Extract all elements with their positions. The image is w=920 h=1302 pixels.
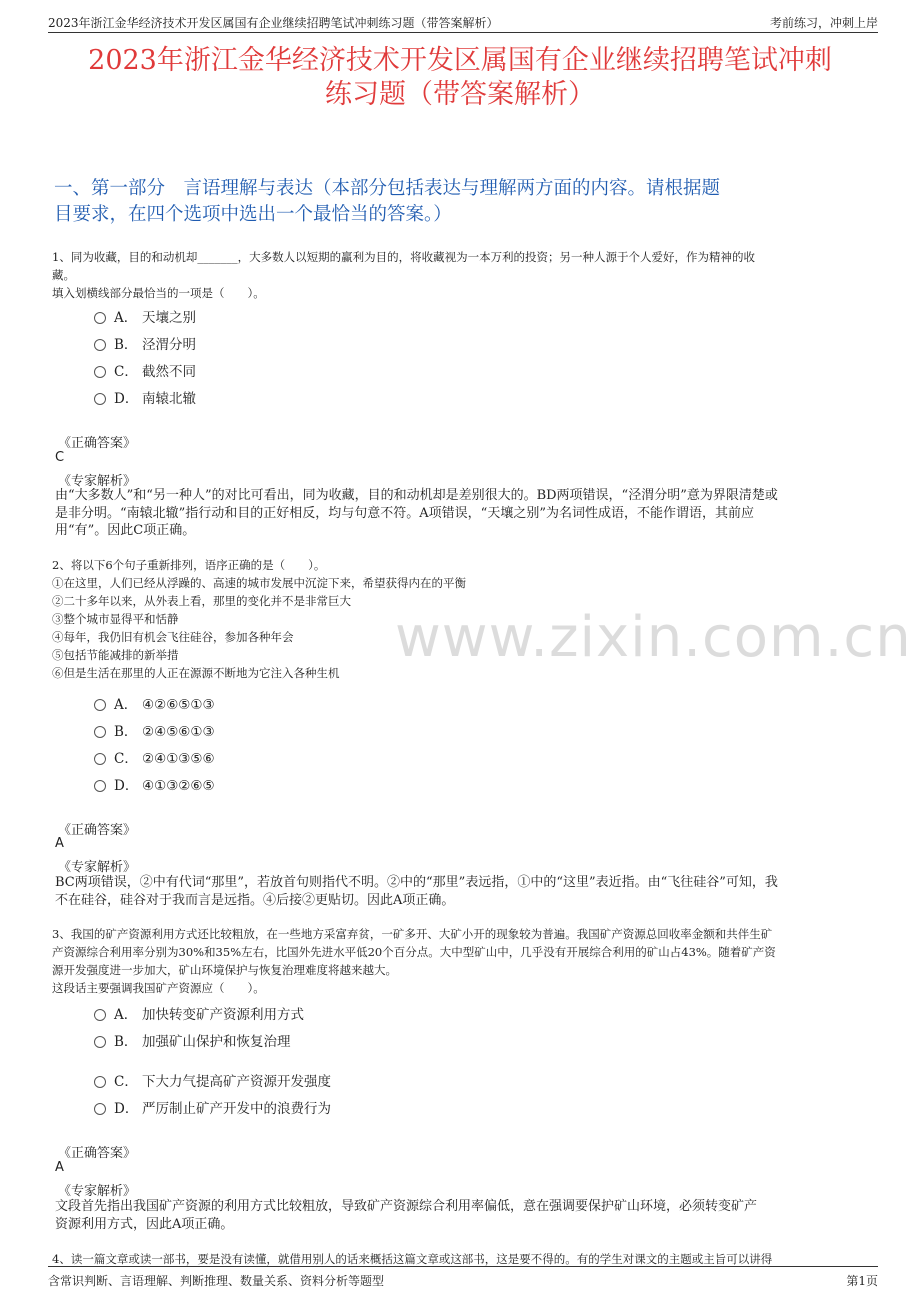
option-letter: A． — [114, 1007, 138, 1023]
q2-analysis — [55, 874, 868, 909]
q2-answer-label: 《正确答案》 — [58, 823, 137, 838]
q1-option-b[interactable] — [94, 335, 196, 355]
stem-line: 藏。 — [52, 268, 75, 282]
radio-icon[interactable] — [94, 339, 106, 351]
option-text: 加强矿山保护和恢复治理 — [142, 1034, 291, 1050]
q1-analysis — [55, 487, 868, 540]
stem-line: 3、我国的矿产资源利用方式还比较粗放，在一些地方采富弃贫，一矿多开、大矿小开的现象较为普遍。我国矿产资源总回收率金额和共伴生矿 — [52, 927, 773, 941]
q1-answer-label: 《正确答案》 — [58, 436, 137, 451]
radio-icon[interactable] — [94, 753, 106, 765]
q3-option-c[interactable] — [94, 1072, 331, 1092]
analysis-line: BC两项错误，②中有代词“那里”，若放首句则指代不明。②中的“那里”表远指，①中的“这里”表近指。由“飞往硅谷”可知，我 — [55, 875, 778, 890]
stem-line: 产资源综合利用率分别为30%和35%左右，比国外先进水平低20个百分点。大中型矿山中，几乎没有开展综合利用的矿山占43%。随着矿产资 — [52, 945, 776, 959]
analysis-line: 不在硅谷，硅谷对于我而言是远指。④后接②更贴切。因此A项正确。 — [55, 892, 455, 908]
q3-option-d[interactable] — [94, 1099, 331, 1119]
radio-icon[interactable] — [94, 312, 106, 324]
radio-icon[interactable] — [94, 1009, 106, 1021]
q1-option-d[interactable] — [94, 389, 196, 409]
stem-line: ③整个城市显得平和恬静 — [52, 612, 179, 626]
page-number: 第1页 — [846, 1274, 878, 1288]
radio-icon[interactable] — [94, 1036, 106, 1048]
option-text: 严厉制止矿产开发中的浪费行为 — [142, 1101, 331, 1117]
radio-icon[interactable] — [94, 366, 106, 378]
radio-icon[interactable] — [94, 393, 106, 405]
question-3-stem — [52, 925, 870, 997]
option-letter: C． — [114, 751, 138, 767]
option-letter: D． — [114, 391, 139, 407]
option-text: ④②⑥⑤①③ — [142, 697, 215, 713]
header-title: 2023年浙江金华经济技术开发区属国有企业继续招聘笔试冲刺练习题（带答案解析） — [48, 16, 499, 30]
stem-line: ⑤包括节能减排的新举措 — [52, 648, 179, 662]
stem-line: ①在这里，人们已经从浮躁的、高速的城市发展中沉淀下来，希望获得内在的平衡 — [52, 576, 466, 590]
q2-analysis-label: 《专家解析》 — [58, 860, 137, 875]
q2-option-d[interactable] — [94, 776, 215, 796]
analysis-line: 文段首先指出我国矿产资源的利用方式比较粗放，导致矿产资源综合利用率偏低，意在强调要保护矿山环境，必须转变矿产 — [55, 1199, 758, 1214]
q3-analysis-label: 《专家解析》 — [58, 1184, 137, 1199]
option-letter: B． — [114, 724, 138, 740]
radio-icon[interactable] — [94, 1103, 106, 1115]
stem-line: ②二十多年以来，从外表上看，那里的变化并不是非常巨大 — [52, 594, 351, 608]
option-text: ④①③②⑥⑤ — [142, 778, 215, 794]
footer-topics: 含常识判断、言语理解、判断推理、数量关系、资料分析等题型 — [48, 1274, 385, 1288]
option-text: 泾渭分明 — [142, 337, 196, 353]
document-title — [40, 44, 880, 112]
page-header — [48, 10, 878, 33]
option-text: 下大力气提高矿产资源开发强度 — [142, 1074, 331, 1090]
q2-option-c[interactable] — [94, 749, 215, 769]
option-letter: D． — [114, 778, 139, 794]
option-letter: B． — [114, 1034, 138, 1050]
q1-option-a[interactable] — [94, 308, 196, 328]
q1-option-c[interactable] — [94, 362, 196, 382]
q1-analysis-label: 《专家解析》 — [58, 474, 137, 489]
option-letter: D． — [114, 1101, 139, 1117]
title-line-2: 练习题（带答案解析） — [325, 79, 595, 110]
analysis-line: 用“有”。因此C项正确。 — [55, 523, 196, 538]
option-letter: B． — [114, 337, 138, 353]
stem-line: ⑥但是生活在那里的人正在源源不断地为它注入各种生机 — [52, 666, 340, 680]
option-letter: A． — [114, 310, 138, 326]
radio-icon[interactable] — [94, 699, 106, 711]
question-1-stem — [52, 248, 870, 302]
q2-answer: A — [55, 836, 64, 851]
section-line-1: 一、第一部分 言语理解与表达（本部分包括表达与理解两方面的内容。请根据题 — [54, 178, 721, 199]
q2-option-a[interactable] — [94, 695, 215, 715]
q3-analysis — [55, 1198, 868, 1233]
option-text: 南辕北辙 — [142, 391, 196, 407]
option-letter: C． — [114, 1074, 138, 1090]
radio-icon[interactable] — [94, 1076, 106, 1088]
watermark: www.zixin.com.cn — [395, 605, 912, 670]
q2-option-b[interactable] — [94, 722, 215, 742]
option-letter: C． — [114, 364, 138, 380]
option-text: 加快转变矿产资源利用方式 — [142, 1007, 304, 1023]
analysis-line: 是非分明。“南辕北辙”指行动和目的正好相反，均与句意不符。A项错误，“天壤之别”为名词性成语，不能作谓语，其前应 — [55, 505, 754, 521]
page-footer — [48, 1266, 878, 1291]
analysis-line: 由“大多数人”和“另一种人”的对比可看出，同为收藏，目的和动机却是差别很大的。BD两项错误，“泾渭分明”意为界限清楚或 — [55, 488, 778, 503]
option-text: ②④①③⑤⑥ — [142, 751, 215, 767]
q3-answer-label: 《正确答案》 — [58, 1146, 137, 1161]
stem-line: 1、同为收藏，目的和动机却_______，大多数人以短期的赢利为目的，将收藏视为一本万利的投资；另一种人源于个人爱好，作为精神的收 — [52, 250, 756, 264]
header-slogan: 考前练习，冲刺上岸 — [769, 16, 878, 30]
analysis-line: 资源利用方式，因此A项正确。 — [55, 1216, 234, 1232]
stem-line: 源开发强度进一步加大，矿山环境保护与恢复治理难度将越来越大。 — [52, 963, 397, 977]
stem-line: 这段话主要强调我国矿产资源应（ ）。 — [52, 981, 265, 995]
stem-line: 2、将以下6个句子重新排列，语序正确的是（ ）。 — [52, 558, 326, 572]
question-2-stem — [52, 556, 870, 682]
stem-line: 填入划横线部分最恰当的一项是（ ）。 — [52, 286, 265, 300]
radio-icon[interactable] — [94, 726, 106, 738]
q3-option-a[interactable] — [94, 1005, 304, 1025]
radio-icon[interactable] — [94, 780, 106, 792]
stem-line: ④每年，我仍旧有机会飞往硅谷，参加各种年会 — [52, 630, 294, 644]
section-heading — [54, 176, 870, 228]
option-text: ②④⑤⑥①③ — [142, 724, 215, 740]
option-text: 截然不同 — [142, 364, 196, 380]
section-line-2: 目要求，在四个选项中选出一个最恰当的答案。） — [54, 204, 452, 225]
option-letter: A． — [114, 697, 138, 713]
title-line-1: 2023年浙江金华经济技术开发区属国有企业继续招聘笔试冲刺 — [88, 45, 832, 76]
option-text: 天壤之别 — [142, 310, 196, 326]
question-4-partial: 4、读一篇文章或读一部书，要是没有读懂，就借用别人的话来概括这篇文章或这部书，这是要不得的。有的学生对课文的主题或主旨可以讲得 — [52, 1252, 773, 1266]
q1-answer: C — [55, 450, 65, 465]
q3-answer: A — [55, 1160, 64, 1175]
q3-option-b[interactable] — [94, 1032, 291, 1052]
